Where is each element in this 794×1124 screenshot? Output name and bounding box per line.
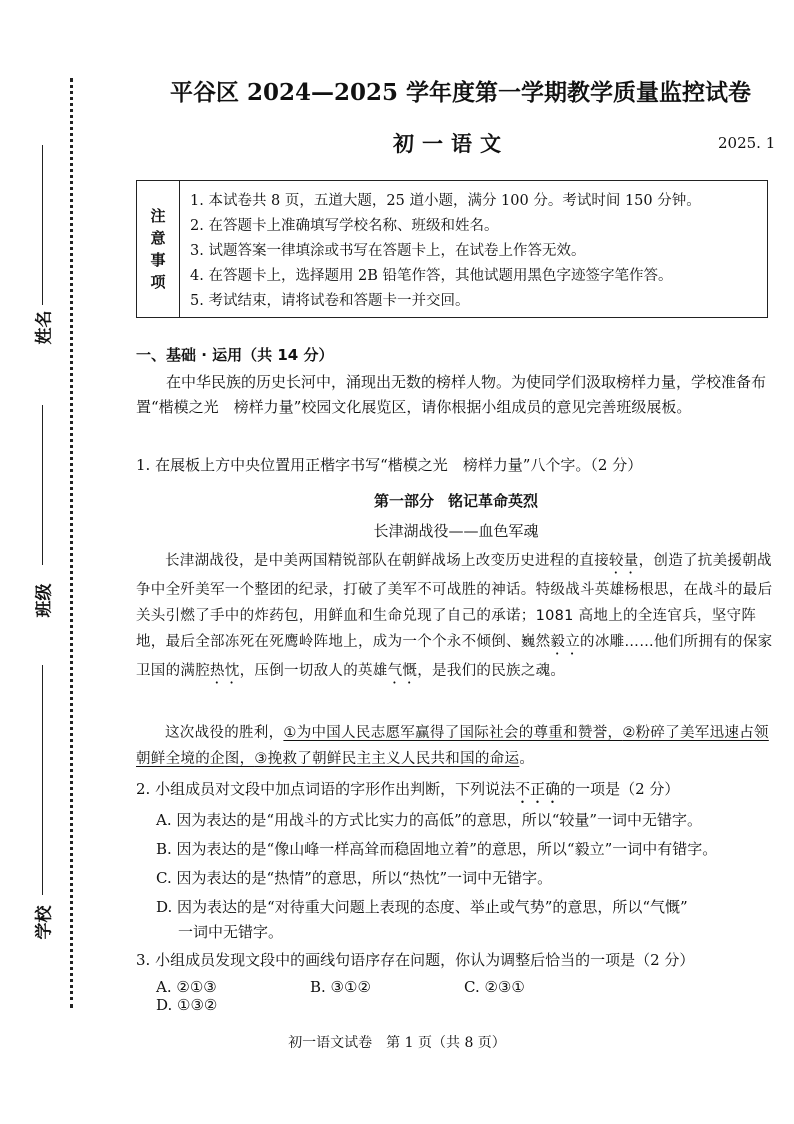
section-intro: 在中华民族的历史长河中，涌现出无数的榜样人物。为使同学们汲取榜样力量，学校准备布置“楷模之光 榜样力量”校园文化展览区，请你根据小组成员的意见完善班级展板。 [136, 373, 767, 416]
passage-2: 这次战役的胜利，①为中国人民志愿军赢得了国际社会的尊重和赞誉，②粉碎了美军迅速占领朝鲜全境的企图，③挽救了朝鲜民主主义人民共和国的命运。 [136, 725, 769, 767]
dotted-word: 热忱 [210, 663, 240, 679]
question-3-options [156, 978, 756, 1014]
notice-item: 2. 在答题卡上准确填写学校名称、班级和姓名。 [190, 218, 499, 234]
underlined-sentence: ②粉碎了美军迅速占领朝鲜全境的企图， [136, 725, 769, 767]
class-label: 班级 [34, 583, 55, 618]
dotted-word: 不正确 [515, 780, 561, 798]
exam-title: 平谷区 2024—2025 学年度第一学期教学质量监控试卷 [170, 79, 752, 106]
passage-subtitle: 长津湖战役——血色军魂 [373, 522, 539, 540]
underlined-sentence: ①为中国人民志愿军赢得了国际社会的尊重和赞誉， [283, 725, 623, 741]
school-underline [42, 665, 43, 895]
subject-title: 初一语文 [393, 132, 509, 156]
school-field [20, 0, 55, 940]
part-title: 第一部分 铭记革命英烈 [373, 492, 539, 510]
question-3: 3. 小组成员发现文段中的画线句语序存在问题，你认为调整后恰当的一项是（2 分） [136, 951, 695, 969]
option-2c: C. 因为表达的是“热情”的意思，所以“热忱”一词中无错字。 [156, 869, 553, 887]
name-label: 姓名 [34, 310, 55, 345]
dotted-word: 较量 [609, 553, 639, 569]
exam-date: 2025. 1 [718, 134, 776, 152]
option-3d: D. ①③② [156, 996, 218, 1014]
underlined-sentence: ③挽救了朝鲜民主主义人民共和国的命运 [254, 751, 520, 767]
question-2: 2. 小组成员对文段中加点词语的字形作出判断，下列说法不正确的一项是（2 分） [136, 780, 680, 798]
notice-item: 1. 本试卷共 8 页，五道大题，25 道小题，满分 100 分。考试时间 150 分钟。 [190, 193, 701, 209]
binding-strip [0, 0, 80, 1124]
passage: 长津湖战役，是中美两国精锐部队在朝鲜战场上改变历史进程的直接较量，创造了抗美援朝战争中全歼美军一个整团的纪录，打破了美军不可战胜的神话。特级战斗英雄杨根思，在战斗的最后关头引燃了手中的炸药包，用鲜血和生命兑现了自己的承诺；1081 高地上的全连官兵，坚守阵地，最后全部冻死在死鹰岭阵地上，成为一个个永不倾倒、巍然毅立的冰雕……他们所拥有的保家卫国的满腔热忱，压倒一切敌人的英雄气慨，是我们的民族之魂。 [136, 553, 773, 679]
option-2a: A. 因为表达的是“用战斗的方式比实力的高低”的意思，所以“较量”一词中无错字。 [156, 811, 703, 829]
option-2d: D. 因为表达的是“对待重大问题上表现的态度、举止或气势”的意思，所以“气慨” 一词中无错字。 [156, 898, 688, 941]
notice-item: 4. 在答题卡上，选择题用 2B 铅笔作答，其他试题用黑色字迹签字笔作答。 [190, 268, 673, 284]
notice-item: 5. 考试结束，请将试卷和答题卡一并交回。 [190, 293, 470, 309]
cut-line [70, 78, 73, 1008]
option-3b: B. ③①② [310, 978, 371, 996]
option-2b: B. 因为表达的是“像山峰一样高耸而稳固地立着”的意思，所以“毅立”一词中有错字。 [156, 840, 718, 858]
question-1: 1. 在展板上方中央位置用正楷字书写“楷模之光 榜样力量”八个字。（2 分） [136, 456, 643, 474]
school-label: 学校 [34, 905, 55, 940]
dotted-word: 毅立 [550, 634, 581, 650]
notice-heading: 注 意 事 项 [137, 181, 180, 317]
option-3a: A. ②①③ [156, 978, 217, 996]
notice-list [180, 181, 701, 317]
notice-box [136, 180, 768, 318]
dotted-word: 气慨 [387, 663, 418, 679]
section-title: 一、基础 · 运用（共 14 分） [136, 346, 334, 364]
notice-item: 3. 试题答案一律填涂或书写在答题卡上，在试卷上作答无效。 [190, 243, 586, 259]
page-footer: 初一语文试卷 第 1 页（共 8 页） [288, 1035, 506, 1051]
option-3c: C. ②③① [464, 978, 525, 996]
